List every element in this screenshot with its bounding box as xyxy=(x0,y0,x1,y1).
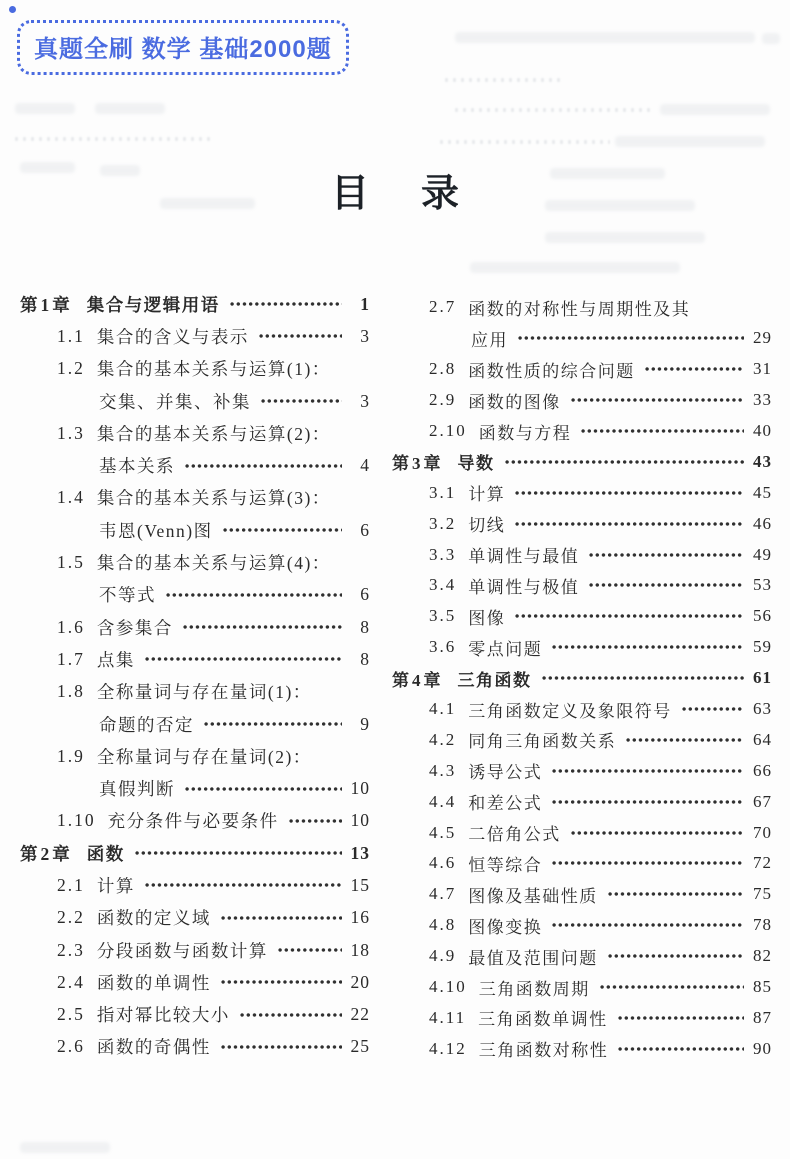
entry-number: 第3章 xyxy=(392,454,444,474)
page-number: 6 xyxy=(360,519,370,540)
toc-continuation-row xyxy=(20,449,370,481)
toc-section-row xyxy=(20,805,370,837)
entry-number: 1.9 xyxy=(57,745,85,766)
entry-number: 2.6 xyxy=(57,1036,85,1057)
dot-leader xyxy=(551,786,744,817)
page-number: 25 xyxy=(350,1036,370,1057)
page-number: 31 xyxy=(753,359,772,379)
entry-number: 3.6 xyxy=(429,637,457,657)
bleed-through-smudge xyxy=(615,136,765,147)
entry-number: 3.1 xyxy=(429,482,457,502)
dot-leader xyxy=(258,320,342,352)
toc-section-row xyxy=(392,972,772,1003)
dot-leader xyxy=(144,643,342,675)
dot-leader xyxy=(625,724,744,755)
bleed-through-smudge xyxy=(440,140,610,144)
bleed-through-smudge xyxy=(545,232,705,243)
toc-section-row xyxy=(392,786,772,817)
bleed-through-smudge xyxy=(95,103,165,114)
page-number: 53 xyxy=(753,575,772,595)
toc-section-row xyxy=(392,601,772,632)
toc-section-row xyxy=(20,740,370,772)
entry-number: 第4章 xyxy=(392,670,444,690)
entry-title: 函数的单调性 xyxy=(96,972,211,993)
dot-leader xyxy=(229,288,342,320)
entry-title: 分段函数与函数计算 xyxy=(96,940,268,961)
toc-section-row xyxy=(392,354,772,385)
toc-section-row xyxy=(20,353,370,385)
toc-section-row xyxy=(392,941,772,972)
dot-leader xyxy=(203,708,342,740)
entry-title: 集合的含义与表示 xyxy=(96,326,249,347)
entry-number: 2.7 xyxy=(429,297,457,317)
entry-title: 零点问题 xyxy=(468,639,543,659)
entry-number: 1.7 xyxy=(57,648,85,669)
entry-title: 图像变换 xyxy=(468,917,543,937)
toc-section-row xyxy=(392,910,772,941)
entry-title: 三角函数 xyxy=(457,670,532,690)
page-number: 61 xyxy=(753,668,772,688)
page-number: 66 xyxy=(753,760,772,780)
entry-number: 4.1 xyxy=(429,699,457,719)
toc-continuation-row xyxy=(20,708,370,740)
toc-section-row xyxy=(392,848,772,879)
bleed-through-smudge xyxy=(470,262,680,273)
entry-title: 韦恩(Venn)图 xyxy=(99,520,213,541)
dot-leader xyxy=(514,477,744,508)
entry-number: 第1章 xyxy=(20,294,73,315)
dot-leader xyxy=(580,416,744,447)
dot-leader xyxy=(184,772,342,804)
entry-title: 最值及范围问题 xyxy=(468,948,598,968)
entry-title: 全称量词与存在量词(2)： xyxy=(96,746,312,767)
dot-leader xyxy=(504,446,745,477)
toc-section-row xyxy=(392,292,772,323)
entry-number: 1.6 xyxy=(57,616,85,637)
entry-number: 1.4 xyxy=(57,487,85,508)
bleed-through-smudge xyxy=(15,103,75,114)
entry-number: 4.12 xyxy=(429,1038,467,1058)
page-number: 3 xyxy=(360,325,370,346)
dot-leader xyxy=(551,848,744,879)
entry-title: 充分条件与必要条件 xyxy=(107,811,279,832)
entry-title: 应用 xyxy=(471,330,508,350)
entry-title: 集合的基本关系与运算(1)： xyxy=(96,359,331,380)
dot-leader xyxy=(551,755,744,786)
dot-leader xyxy=(288,805,342,837)
dot-leader xyxy=(220,966,342,998)
dot-leader xyxy=(260,385,342,417)
page-number: 10 xyxy=(350,778,370,799)
toc-continuation-row xyxy=(20,579,370,611)
page-number: 43 xyxy=(753,451,772,471)
entry-title: 全称量词与存在量词(1)： xyxy=(96,682,312,703)
entry-title: 三角函数对称性 xyxy=(478,1041,609,1061)
toc-continuation-row xyxy=(392,323,772,354)
bleed-through-smudge xyxy=(660,104,770,115)
toc-section-row xyxy=(392,477,772,508)
entry-number: 3.3 xyxy=(429,544,457,564)
dot-leader xyxy=(617,1002,744,1033)
toc-section-row xyxy=(20,1031,370,1063)
entry-number: 4.2 xyxy=(429,729,457,749)
entry-number: 2.10 xyxy=(429,421,467,440)
dot-leader xyxy=(182,611,342,643)
entry-title: 诱导公式 xyxy=(468,763,543,783)
entry-number: 3.5 xyxy=(429,606,457,626)
entry-title: 交集、并集、补集 xyxy=(99,391,251,412)
page-number: 9 xyxy=(360,713,370,734)
toc-section-row xyxy=(20,417,370,449)
dot-leader xyxy=(220,1031,342,1063)
entry-title: 集合的基本关系与运算(2)： xyxy=(96,423,331,444)
toc-section-row xyxy=(20,482,370,514)
dot-leader xyxy=(277,934,342,966)
entry-number: 4.9 xyxy=(429,946,457,966)
dot-leader xyxy=(607,879,744,910)
blue-corner-dot xyxy=(9,6,16,13)
dot-leader xyxy=(514,601,744,632)
entry-title: 导数 xyxy=(457,454,495,474)
bleed-through-smudge xyxy=(20,1142,110,1153)
entry-title: 真假判断 xyxy=(99,779,175,800)
page-number: 29 xyxy=(753,328,772,348)
page-number: 33 xyxy=(753,390,772,410)
page-number: 85 xyxy=(753,977,772,997)
page-number: 8 xyxy=(360,648,370,669)
entry-title: 三角函数周期 xyxy=(478,979,590,999)
entry-number: 4.3 xyxy=(429,760,457,780)
dot-leader xyxy=(617,1033,744,1064)
entry-number: 1.2 xyxy=(57,358,85,379)
toc-section-row xyxy=(392,508,772,539)
entry-number: 1.3 xyxy=(57,422,85,443)
toc-section-row xyxy=(392,724,772,755)
book-series-badge-label: 真题全刷 数学 基础2000题 xyxy=(34,36,332,63)
bleed-through-smudge xyxy=(15,137,210,141)
entry-title: 计算 xyxy=(96,875,135,896)
toc-section-row xyxy=(392,755,772,786)
page-title: 目录 xyxy=(330,173,511,215)
page-number: 3 xyxy=(360,390,370,411)
toc-continuation-row xyxy=(20,772,370,804)
page-number: 20 xyxy=(350,971,370,992)
entry-number: 1.1 xyxy=(57,325,85,346)
bleed-through-smudge xyxy=(762,33,780,44)
entry-number: 4.5 xyxy=(429,822,457,842)
toc-section-row xyxy=(20,611,370,643)
entry-title: 集合的基本关系与运算(3)： xyxy=(96,488,331,509)
dot-leader xyxy=(570,817,744,848)
dot-leader xyxy=(541,663,745,694)
entry-title: 函数的对称性与周期性及其 xyxy=(468,299,691,319)
dot-leader xyxy=(599,972,744,1003)
entry-number: 4.8 xyxy=(429,915,457,935)
entry-title: 不等式 xyxy=(99,585,156,606)
bleed-through-smudge xyxy=(455,32,755,43)
entry-title: 命题的否定 xyxy=(99,714,194,735)
toc-section-row xyxy=(392,694,772,725)
toc-section-row xyxy=(20,934,370,966)
entry-number: 2.4 xyxy=(57,971,85,992)
toc-section-row xyxy=(20,643,370,675)
toc-section-row xyxy=(20,966,370,998)
entry-title: 集合的基本关系与运算(4)： xyxy=(96,553,331,574)
entry-number: 3.2 xyxy=(429,513,457,533)
page-number: 82 xyxy=(753,946,772,966)
entry-title: 三角函数单调性 xyxy=(478,1010,608,1030)
page-number: 46 xyxy=(753,513,772,533)
entry-title: 二倍角公式 xyxy=(468,825,561,845)
toc-section-row xyxy=(392,570,772,601)
entry-title: 指对幂比较大小 xyxy=(96,1005,230,1026)
dot-leader xyxy=(144,869,342,901)
book-series-badge xyxy=(17,20,349,75)
toc-section-row xyxy=(20,676,370,708)
entry-title: 函数性质的综合问题 xyxy=(468,361,635,381)
toc-continuation-row xyxy=(20,514,370,546)
page-number: 49 xyxy=(753,544,772,564)
page-number: 15 xyxy=(350,874,370,895)
toc-section-row xyxy=(392,385,772,416)
entry-title: 函数 xyxy=(86,843,125,864)
toc-section-row xyxy=(20,320,370,352)
page-number: 45 xyxy=(753,482,772,502)
dot-leader xyxy=(514,508,744,539)
entry-number: 4.4 xyxy=(429,791,457,811)
entry-title: 三角函数定义及象限符号 xyxy=(468,701,672,721)
entry-number: 2.9 xyxy=(429,390,457,410)
page-number: 87 xyxy=(753,1007,772,1027)
entry-number: 第2章 xyxy=(20,843,73,864)
page-number: 22 xyxy=(350,1004,370,1025)
dot-leader xyxy=(570,385,744,416)
entry-number: 2.1 xyxy=(57,874,85,895)
dot-leader xyxy=(165,579,342,611)
toc-section-row xyxy=(392,817,772,848)
entry-title: 基本关系 xyxy=(99,456,175,477)
entry-title: 单调性与最值 xyxy=(468,547,580,567)
entry-number: 4.10 xyxy=(429,977,467,997)
entry-number: 1.8 xyxy=(57,681,85,702)
entry-title: 函数的定义域 xyxy=(96,908,211,929)
entry-number: 2.2 xyxy=(57,907,85,928)
page-number: 70 xyxy=(753,822,772,842)
entry-title: 函数的奇偶性 xyxy=(96,1037,211,1058)
page-number: 78 xyxy=(753,915,772,935)
page-number: 8 xyxy=(360,616,370,637)
entry-number: 1.10 xyxy=(57,810,96,831)
toc-chapter-row xyxy=(20,288,370,320)
page-number: 67 xyxy=(753,791,772,811)
entry-title: 图像 xyxy=(468,608,506,628)
toc-section-row xyxy=(20,999,370,1031)
dot-leader xyxy=(184,449,342,481)
toc-chapter-row xyxy=(20,837,370,869)
entry-title: 函数的图像 xyxy=(468,392,561,412)
toc-section-row xyxy=(392,632,772,663)
entry-number: 3.4 xyxy=(429,575,457,595)
page-number: 56 xyxy=(753,606,772,626)
bleed-through-smudge xyxy=(455,108,655,112)
dot-leader xyxy=(551,910,744,941)
page-number: 90 xyxy=(753,1038,772,1058)
entry-number: 2.5 xyxy=(57,1004,85,1025)
toc-section-row xyxy=(20,546,370,578)
entry-title: 函数与方程 xyxy=(478,423,572,443)
toc-section-row xyxy=(20,869,370,901)
toc-section-row xyxy=(392,879,772,910)
toc-column-left xyxy=(20,288,370,1063)
toc-section-row xyxy=(392,539,772,570)
page-number: 16 xyxy=(350,907,370,928)
page-number: 1 xyxy=(360,293,370,314)
entry-number: 1.5 xyxy=(57,552,85,573)
toc-section-row xyxy=(392,1033,772,1064)
toc-column-right xyxy=(392,292,772,1064)
page-number: 10 xyxy=(350,810,370,831)
entry-title: 计算 xyxy=(468,485,506,505)
dot-leader xyxy=(588,539,744,570)
entry-title: 切线 xyxy=(468,516,506,536)
toc-section-row xyxy=(392,1002,772,1033)
entry-title: 和差公式 xyxy=(468,794,543,814)
dot-leader xyxy=(220,902,342,934)
entry-title: 集合与逻辑用语 xyxy=(86,294,220,315)
page-number: 63 xyxy=(753,699,772,719)
dot-leader xyxy=(644,354,744,385)
dot-leader xyxy=(681,694,744,725)
entry-number: 4.7 xyxy=(429,884,457,904)
dot-leader xyxy=(588,570,744,601)
entry-title: 单调性与极值 xyxy=(468,577,580,597)
dot-leader xyxy=(134,837,342,869)
page-number: 75 xyxy=(753,884,772,904)
dot-leader xyxy=(239,999,342,1031)
dot-leader xyxy=(222,514,342,546)
entry-number: 2.3 xyxy=(57,939,85,960)
dot-leader xyxy=(607,941,744,972)
entry-number: 4.11 xyxy=(429,1007,467,1027)
toc-section-row xyxy=(392,416,772,447)
entry-number: 4.6 xyxy=(429,853,457,873)
page-number: 59 xyxy=(753,637,772,657)
entry-title: 图像及基础性质 xyxy=(468,886,598,906)
toc-continuation-row xyxy=(20,385,370,417)
page-number: 13 xyxy=(350,842,370,863)
page-number: 64 xyxy=(753,729,772,749)
toc-chapter-row xyxy=(392,663,772,694)
toc-chapter-row xyxy=(392,446,772,477)
page-number: 6 xyxy=(360,584,370,605)
page-number: 18 xyxy=(350,939,370,960)
entry-title: 含参集合 xyxy=(96,617,173,638)
page-number: 72 xyxy=(753,853,772,873)
entry-number: 2.8 xyxy=(429,359,457,379)
toc-section-row xyxy=(20,902,370,934)
entry-title: 点集 xyxy=(96,649,135,670)
dot-leader xyxy=(551,632,744,663)
page-number: 40 xyxy=(753,421,772,440)
dot-leader xyxy=(517,323,744,354)
entry-title: 同角三角函数关系 xyxy=(468,732,617,752)
entry-title: 恒等综合 xyxy=(468,855,543,875)
page-number: 4 xyxy=(360,455,370,476)
bleed-through-smudge xyxy=(445,78,565,82)
